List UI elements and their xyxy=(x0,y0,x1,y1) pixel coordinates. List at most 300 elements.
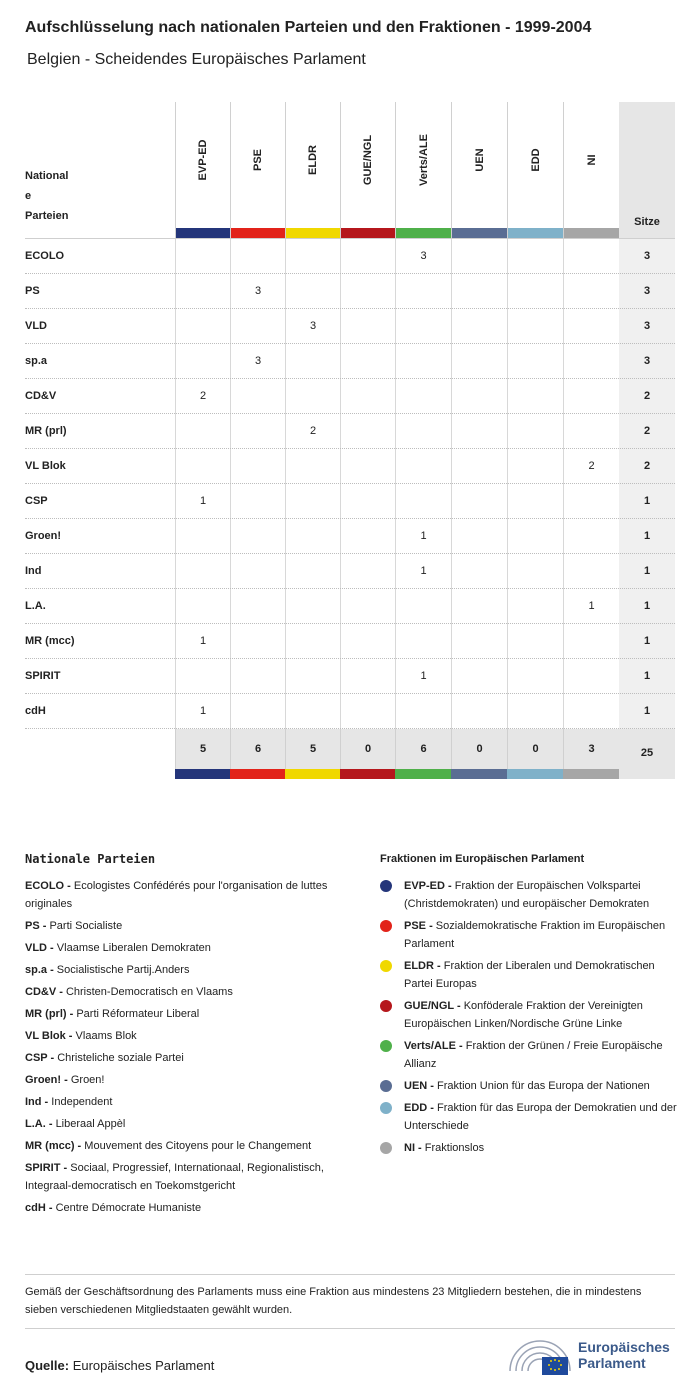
group-color-bar xyxy=(340,769,395,779)
party-abbreviation: MR (mcc) - xyxy=(25,1140,82,1152)
seat-count-cell xyxy=(285,519,340,554)
group-abbreviation: PSE - xyxy=(404,920,433,932)
seat-count-cell: 3 xyxy=(395,239,451,274)
seat-count-cell xyxy=(175,344,230,379)
group-name-cell xyxy=(508,102,563,228)
party-abbreviation: sp.a - xyxy=(25,964,54,976)
group-full-name: Fraktion für das Europa der Demokratien und der Unterschiede xyxy=(404,1102,677,1132)
national-parties-legend xyxy=(25,852,345,1221)
seat-count-cell: 1 xyxy=(175,694,230,729)
group-color-bar xyxy=(395,769,451,779)
group-color-bar xyxy=(231,228,285,238)
seat-count-cell xyxy=(230,414,285,449)
seat-count-cell xyxy=(395,379,451,414)
party-name: VL Blok xyxy=(25,460,66,472)
group-legend-entry xyxy=(380,1077,680,1095)
party-full-name: Parti Socialiste xyxy=(49,920,123,932)
table-row xyxy=(25,238,675,273)
party-abbreviation: CD&V - xyxy=(25,986,63,998)
group-legend-entry xyxy=(380,957,680,993)
seat-count-cell xyxy=(507,414,563,449)
seat-count-cell xyxy=(563,554,619,589)
group-name-cell xyxy=(176,102,230,228)
seat-count-cell xyxy=(507,554,563,589)
seat-count-cell xyxy=(340,554,395,589)
party-seats-total: 1 xyxy=(619,589,675,624)
groups-legend xyxy=(380,852,680,1161)
seat-count-cell xyxy=(563,239,619,274)
source-value: Europäisches Parlament xyxy=(72,1358,215,1373)
seat-count-cell xyxy=(175,274,230,309)
group-full-name: Fraktion der Liberalen und Demokratischen Partei Europas xyxy=(404,960,655,990)
party-full-name: Independent xyxy=(51,1096,113,1108)
totals-row xyxy=(25,728,675,778)
seat-count-cell xyxy=(451,659,507,694)
seat-count-cell xyxy=(395,449,451,484)
party-seats-total: 1 xyxy=(619,694,675,729)
group-name: EVP-ED xyxy=(197,139,209,181)
seat-count-cell xyxy=(340,694,395,729)
party-full-name: Sociaal, Progressief, Internationaal, Regionalistisch, Integraal-democratisch en Toekomstgericht xyxy=(25,1162,324,1192)
seat-count-cell xyxy=(507,624,563,659)
source-line xyxy=(25,1358,214,1373)
seat-count-cell: 2 xyxy=(175,379,230,414)
source-label: Quelle: xyxy=(25,1358,70,1373)
seat-count-cell xyxy=(285,589,340,624)
group-legend-entry xyxy=(380,1139,680,1157)
table-row xyxy=(25,518,675,553)
seat-count-cell xyxy=(507,519,563,554)
seat-count-cell xyxy=(175,239,230,274)
party-column-header xyxy=(25,166,85,226)
party-seats-total: 1 xyxy=(619,659,675,694)
party-full-name: Socialistische Partij.Anders xyxy=(56,964,190,976)
group-name: GUE/NGL xyxy=(362,134,374,186)
seat-count-cell xyxy=(340,379,395,414)
national-party-entry xyxy=(25,1005,345,1023)
national-party-entry xyxy=(25,1137,345,1155)
group-name: UEN xyxy=(473,148,486,172)
group-column-header xyxy=(285,102,340,238)
party-name: L.A. xyxy=(25,600,46,612)
party-seats-total: 3 xyxy=(619,309,675,344)
party-name: Groen! xyxy=(25,530,62,542)
seat-count-cell xyxy=(451,449,507,484)
logo-line: Europäisches xyxy=(578,1339,670,1355)
group-total-cell: 5 xyxy=(175,729,230,769)
party-name: SPIRIT xyxy=(25,670,61,682)
seat-count-cell: 1 xyxy=(563,589,619,624)
seat-count-cell xyxy=(451,239,507,274)
seat-count-cell xyxy=(175,449,230,484)
party-full-name: Mouvement des Citoyens pour le Changement xyxy=(84,1140,312,1152)
party-name: ECOLO xyxy=(25,250,65,262)
national-party-entry xyxy=(25,1027,345,1045)
seat-count-cell xyxy=(230,309,285,344)
table-row xyxy=(25,343,675,378)
group-column-header xyxy=(507,102,563,238)
seat-count-cell xyxy=(340,309,395,344)
seat-count-cell xyxy=(395,344,451,379)
group-column-header xyxy=(175,102,230,238)
group-color-bar xyxy=(175,769,230,779)
seat-count-cell xyxy=(230,694,285,729)
party-seats-total: 3 xyxy=(619,274,675,309)
group-name: NI xyxy=(585,154,598,166)
seat-count-cell xyxy=(451,484,507,519)
seat-count-cell xyxy=(451,309,507,344)
seat-count-cell xyxy=(507,344,563,379)
national-party-entry xyxy=(25,1071,345,1089)
seat-count-cell xyxy=(563,344,619,379)
seat-count-cell xyxy=(230,449,285,484)
group-color-bar xyxy=(341,228,395,238)
group-name-cell xyxy=(341,102,395,228)
party-seats-total: 3 xyxy=(619,344,675,379)
page-title: Aufschlüsselung nach nationalen Parteien und den Fraktionen - 1999-2004 xyxy=(25,19,592,36)
table-row xyxy=(25,448,675,483)
seat-count-cell xyxy=(563,694,619,729)
party-abbreviation: VL Blok - xyxy=(25,1030,73,1042)
party-seats-total: 2 xyxy=(619,379,675,414)
seat-count-cell xyxy=(340,414,395,449)
seat-count-cell xyxy=(395,274,451,309)
seat-count-cell xyxy=(563,519,619,554)
group-column-header xyxy=(340,102,395,238)
seat-count-cell xyxy=(340,519,395,554)
seat-count-cell: 3 xyxy=(230,344,285,379)
seat-count-cell xyxy=(451,589,507,624)
national-party-entry xyxy=(25,939,345,957)
seat-count-cell xyxy=(507,659,563,694)
seat-count-cell xyxy=(285,239,340,274)
seat-count-cell xyxy=(507,239,563,274)
table-row xyxy=(25,658,675,693)
table-row xyxy=(25,553,675,588)
party-full-name: Vlaams Blok xyxy=(75,1030,137,1042)
page-subtitle: Belgien - Scheidendes Europäisches Parlament xyxy=(27,51,366,68)
group-total-cell: 5 xyxy=(285,729,340,769)
seat-count-cell: 3 xyxy=(285,309,340,344)
group-name-cell xyxy=(452,102,507,228)
seat-count-cell: 1 xyxy=(395,659,451,694)
seat-count-cell xyxy=(230,239,285,274)
party-name: MR (mcc) xyxy=(25,635,75,647)
seat-count-cell xyxy=(340,449,395,484)
parliament-hemicycle-icon xyxy=(508,1337,574,1377)
seat-count-cell xyxy=(563,309,619,344)
seat-count-cell xyxy=(340,344,395,379)
seat-count-cell xyxy=(340,659,395,694)
seat-count-cell xyxy=(451,694,507,729)
seat-count-cell xyxy=(507,484,563,519)
group-color-dot-icon xyxy=(380,1142,392,1154)
group-color-dot-icon xyxy=(380,1000,392,1012)
group-abbreviation: EDD - xyxy=(404,1102,434,1114)
seat-count-cell xyxy=(395,484,451,519)
seat-count-cell xyxy=(285,379,340,414)
group-full-name: Fraktion Union für das Europa der Nationen xyxy=(437,1080,650,1092)
seat-count-cell xyxy=(175,589,230,624)
seat-count-cell xyxy=(395,694,451,729)
seat-count-cell xyxy=(451,554,507,589)
national-party-entry xyxy=(25,877,345,913)
seat-count-cell xyxy=(451,379,507,414)
group-name: ELDR xyxy=(307,145,319,175)
party-full-name: Centre Démocrate Humaniste xyxy=(55,1202,202,1214)
seat-count-cell: 1 xyxy=(395,554,451,589)
group-abbreviation: NI - xyxy=(404,1142,422,1154)
group-total-cell: 0 xyxy=(507,729,563,769)
seat-count-cell xyxy=(175,519,230,554)
seat-count-cell xyxy=(395,624,451,659)
seat-count-cell xyxy=(563,624,619,659)
grand-total: 25 xyxy=(619,729,675,779)
table-row xyxy=(25,588,675,623)
seat-count-cell: 2 xyxy=(285,414,340,449)
table-row xyxy=(25,378,675,413)
group-total-cell: 0 xyxy=(340,729,395,769)
group-legend-entry xyxy=(380,917,680,953)
party-header-line: National xyxy=(25,170,69,182)
table-row xyxy=(25,308,675,343)
seat-count-cell: 1 xyxy=(175,484,230,519)
group-column-header xyxy=(395,102,451,238)
national-party-entry xyxy=(25,983,345,1001)
party-full-name: Christeliche soziale Partei xyxy=(57,1052,184,1064)
group-color-dot-icon xyxy=(380,920,392,932)
seat-count-cell xyxy=(563,379,619,414)
group-color-bar xyxy=(564,228,619,238)
seat-count-cell xyxy=(340,484,395,519)
party-abbreviation: CSP - xyxy=(25,1052,55,1064)
table-body xyxy=(25,238,675,728)
group-name-cell xyxy=(286,102,340,228)
group-legend-entry xyxy=(380,1037,680,1073)
seat-count-cell xyxy=(285,659,340,694)
party-abbreviation: Ind - xyxy=(25,1096,49,1108)
seat-count-cell xyxy=(340,589,395,624)
group-name-cell xyxy=(564,102,619,228)
seat-count-cell xyxy=(451,519,507,554)
party-name: CD&V xyxy=(25,390,57,402)
seat-count-cell xyxy=(175,554,230,589)
table-row xyxy=(25,413,675,448)
group-color-dot-icon xyxy=(380,1102,392,1114)
group-color-dot-icon xyxy=(380,960,392,972)
seat-count-cell xyxy=(451,624,507,659)
seat-count-cell xyxy=(563,484,619,519)
party-abbreviation: SPIRIT - xyxy=(25,1162,68,1174)
group-total-cell: 6 xyxy=(230,729,285,769)
party-name: sp.a xyxy=(25,355,48,367)
group-color-bar xyxy=(285,769,340,779)
party-header-line: Parteien xyxy=(25,210,69,222)
seat-count-cell xyxy=(340,624,395,659)
group-color-bar xyxy=(230,769,285,779)
seat-count-cell xyxy=(507,694,563,729)
seat-count-cell xyxy=(175,414,230,449)
group-total-cell: 0 xyxy=(451,729,507,769)
seat-count-cell xyxy=(285,484,340,519)
national-party-entry xyxy=(25,1159,345,1195)
party-full-name: Groen! xyxy=(70,1074,105,1086)
party-name: cdH xyxy=(25,705,46,717)
group-color-bar xyxy=(396,228,451,238)
party-seats-total: 2 xyxy=(619,449,675,484)
party-name: VLD xyxy=(25,320,47,332)
party-full-name: Parti Réformateur Liberal xyxy=(76,1008,200,1020)
table-row xyxy=(25,483,675,518)
seat-count-cell xyxy=(230,624,285,659)
party-abbreviation: L.A. - xyxy=(25,1118,53,1130)
seat-count-cell xyxy=(563,414,619,449)
national-party-entry xyxy=(25,917,345,935)
group-full-name: Konföderale Fraktion der Vereinigten Europäischen Linken/Nordische Grüne Linke xyxy=(404,1000,643,1030)
seat-count-cell xyxy=(340,274,395,309)
seat-count-cell xyxy=(507,379,563,414)
party-seats-total: 2 xyxy=(619,414,675,449)
divider xyxy=(25,1274,675,1275)
group-full-name: Fraktionslos xyxy=(424,1142,485,1154)
group-column-header xyxy=(230,102,285,238)
party-name: PS xyxy=(25,285,40,297)
group-color-bar xyxy=(563,769,619,779)
seat-count-cell xyxy=(175,659,230,694)
seat-count-cell xyxy=(285,274,340,309)
party-name: Ind xyxy=(25,565,42,577)
party-abbreviation: Groen! - xyxy=(25,1074,68,1086)
seat-count-cell xyxy=(230,554,285,589)
national-party-entry xyxy=(25,1115,345,1133)
seat-count-cell xyxy=(230,659,285,694)
seat-count-cell xyxy=(507,309,563,344)
party-seats-total: 1 xyxy=(619,519,675,554)
party-seats-total: 3 xyxy=(619,239,675,274)
party-seats-total: 1 xyxy=(619,624,675,659)
seat-count-cell xyxy=(175,309,230,344)
seat-count-cell xyxy=(507,274,563,309)
party-name: CSP xyxy=(25,495,48,507)
results-table xyxy=(25,102,675,778)
logo-wordmark xyxy=(578,1339,670,1371)
party-seats-total: 1 xyxy=(619,484,675,519)
group-color-bar xyxy=(507,769,563,779)
party-seats-total: 1 xyxy=(619,554,675,589)
seat-count-cell xyxy=(285,554,340,589)
divider xyxy=(25,1328,675,1329)
seat-count-cell xyxy=(451,414,507,449)
party-abbreviation: cdH - xyxy=(25,1202,53,1214)
group-abbreviation: UEN - xyxy=(404,1080,434,1092)
seat-count-cell xyxy=(507,589,563,624)
party-abbreviation: MR (prl) - xyxy=(25,1008,74,1020)
ep-logo xyxy=(508,1337,678,1377)
seat-count-cell xyxy=(230,379,285,414)
table-row xyxy=(25,623,675,658)
group-color-dot-icon xyxy=(380,880,392,892)
party-abbreviation: VLD - xyxy=(25,942,54,954)
group-legend-entry xyxy=(380,997,680,1033)
logo-line: Parlament xyxy=(578,1355,646,1371)
seat-count-cell xyxy=(285,344,340,379)
group-legend-entry xyxy=(380,1099,680,1135)
group-name: EDD xyxy=(529,148,542,172)
seat-count-cell xyxy=(285,449,340,484)
seat-count-cell xyxy=(507,449,563,484)
seat-count-cell xyxy=(230,484,285,519)
national-party-entry xyxy=(25,1093,345,1111)
party-header-line: e xyxy=(25,190,32,202)
groups-legend-title: Fraktionen im Europäischen Parlament xyxy=(380,853,585,865)
group-color-dot-icon xyxy=(380,1080,392,1092)
seat-count-cell xyxy=(563,274,619,309)
seat-count-cell xyxy=(395,414,451,449)
table-row xyxy=(25,693,675,728)
party-abbreviation: PS - xyxy=(25,920,47,932)
group-color-bar xyxy=(176,228,230,238)
group-name-cell xyxy=(396,102,451,228)
group-name-cell xyxy=(231,102,285,228)
party-full-name: Christen-Democratisch en Vlaams xyxy=(65,986,233,998)
group-column-header xyxy=(563,102,619,238)
group-full-name: Fraktion der Europäischen Volkspartei (Christdemokraten) und europäischer Demokraten xyxy=(404,880,650,910)
rules-note: Gemäß der Geschäftsordnung des Parlaments muss eine Fraktion aus mindestens 23 Mitgliedern bestehen, die in mindestens sieben verschiedenen Mitgliedstaaten gewählt wurden. xyxy=(25,1286,642,1316)
party-full-name: Vlaamse Liberalen Demokraten xyxy=(56,942,211,954)
group-color-bar xyxy=(451,769,507,779)
seat-count-cell xyxy=(395,589,451,624)
seat-count-cell xyxy=(230,519,285,554)
group-total-cell: 3 xyxy=(563,729,619,769)
group-color-bar xyxy=(452,228,507,238)
party-full-name: Ecologistes Confédérés pour l'organisation de luttes originales xyxy=(25,880,328,910)
table-header xyxy=(25,102,675,238)
seat-count-cell xyxy=(451,274,507,309)
national-party-entry xyxy=(25,1049,345,1067)
group-abbreviation: EVP-ED - xyxy=(404,880,452,892)
group-abbreviation: GUE/NGL - xyxy=(404,1000,461,1012)
group-column-header xyxy=(451,102,507,238)
seat-count-cell xyxy=(395,309,451,344)
seat-count-cell: 1 xyxy=(175,624,230,659)
group-color-dot-icon xyxy=(380,1040,392,1052)
group-abbreviation: ELDR - xyxy=(404,960,441,972)
national-party-entry xyxy=(25,1199,345,1217)
group-color-bar xyxy=(286,228,340,238)
seat-count-cell xyxy=(451,344,507,379)
group-abbreviation: Verts/ALE - xyxy=(404,1040,463,1052)
national-party-entry xyxy=(25,961,345,979)
group-full-name: Fraktion der Grünen / Freie Europäische Allianz xyxy=(404,1040,663,1070)
party-full-name: Liberaal Appèl xyxy=(55,1118,126,1130)
national-legend-title: Nationale Parteien xyxy=(25,852,156,866)
group-color-bar xyxy=(508,228,563,238)
party-name: MR (prl) xyxy=(25,425,67,437)
table-row xyxy=(25,273,675,308)
seat-count-cell: 1 xyxy=(395,519,451,554)
seat-count-cell xyxy=(563,659,619,694)
group-name: Verts/ALE xyxy=(417,134,430,186)
seats-column-header xyxy=(619,102,675,238)
seat-count-cell xyxy=(285,624,340,659)
group-full-name: Sozialdemokratische Fraktion im Europäischen Parlament xyxy=(404,920,666,950)
seats-header-label: Sitze xyxy=(634,216,660,228)
group-name: PSE xyxy=(252,148,264,172)
seat-count-cell: 2 xyxy=(563,449,619,484)
party-abbreviation: ECOLO - xyxy=(25,880,71,892)
seat-count-cell xyxy=(340,239,395,274)
seat-count-cell xyxy=(230,589,285,624)
